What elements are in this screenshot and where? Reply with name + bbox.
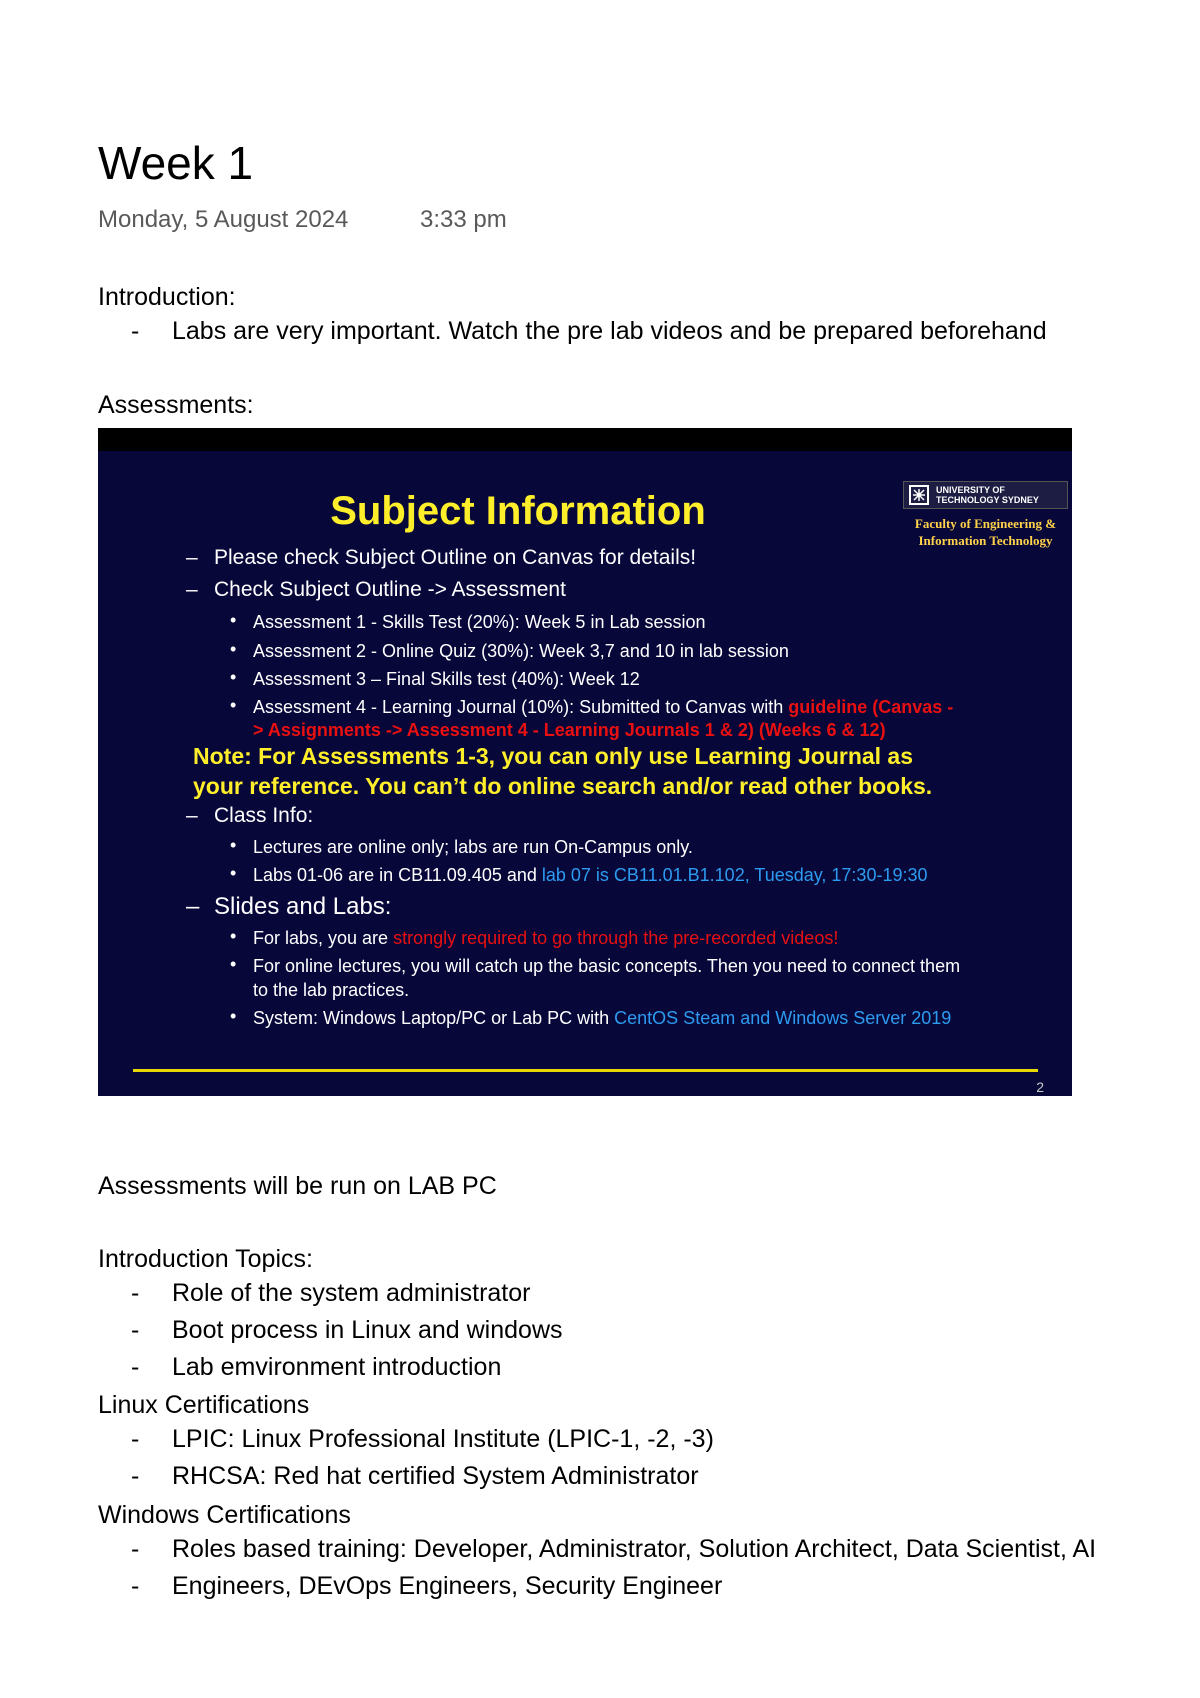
dash-marker: – xyxy=(186,578,198,601)
dash-marker: – xyxy=(186,804,198,827)
subject-information-slide-image xyxy=(98,428,1072,1096)
windows-certifications-clip xyxy=(0,1531,1200,1600)
bullet-marker: • xyxy=(230,1006,237,1026)
slide-assessment-1: Assessment 1 - Skills Test (20%): Week 5 in Lab session xyxy=(253,612,706,632)
slide-background xyxy=(98,451,1072,1096)
bullet-marker: • xyxy=(230,695,237,715)
list-item: - Role of the system administrator xyxy=(98,1275,1188,1312)
bullet-marker: • xyxy=(230,835,237,855)
faculty-name: Faculty of Engineering & Information Technology xyxy=(914,516,1057,548)
slide-class-info-lectures: Lectures are online only; labs are run On-Campus only. xyxy=(253,837,693,857)
slide-assessment-3: Assessment 3 – Final Skills test (40%): Week 12 xyxy=(253,669,640,689)
windows-certifications-list xyxy=(98,1531,1188,1605)
logo-text-line2: TECHNOLOGY SYDNEY xyxy=(936,495,1039,505)
assessments-lab-pc-note: Assessments will be run on LAB PC xyxy=(98,1172,497,1200)
slide-point-check-outline: Please check Subject Outline on Canvas for details! xyxy=(214,546,697,569)
assessments-heading: Assessments: xyxy=(98,391,254,419)
dash-marker: – xyxy=(186,893,200,920)
introduction-topics-list xyxy=(98,1275,1188,1386)
slide-assessment-4-continued: > Assignments -> Assessment 4 - Learning Journals 1 & 2) (Weeks 6 & 12) xyxy=(253,720,886,740)
university-crest-icon xyxy=(908,484,930,506)
bullet-marker: • xyxy=(230,926,237,946)
slide-system: System: Windows Laptop/PC or Lab PC with CentOS Steam and Windows Server 2019 xyxy=(253,1008,952,1028)
list-item: - Roles based training: Developer, Administrator, Solution Architect, Data Scientist, AI xyxy=(98,1531,1188,1568)
bullet-marker: • xyxy=(230,610,237,630)
dash-marker: – xyxy=(186,546,198,569)
slide-online-lectures: For online lectures, you will catch up the basic concepts. Then you need to connect them to the lab practices. xyxy=(253,956,961,1000)
logo-text-line1: UNIVERSITY OF xyxy=(936,485,1005,495)
bullet-marker: • xyxy=(230,667,237,687)
bullet-marker: • xyxy=(230,954,237,974)
list-item: - RHCSA: Red hat certified System Administrator xyxy=(98,1458,1188,1495)
windows-certifications-heading: Windows Certifications xyxy=(98,1501,351,1529)
list-item: - Labs are very important. Watch the pre lab videos and be prepared beforehand xyxy=(98,313,1188,350)
page-title: Week 1 xyxy=(98,137,254,189)
slide-page-number: 2 xyxy=(1036,1079,1044,1095)
page-date: Monday, 5 August 2024 xyxy=(98,206,349,233)
linux-certifications-list xyxy=(98,1421,1188,1495)
list-item: - Lab emvironment introduction xyxy=(98,1349,1188,1386)
slide-slides-and-labs: Slides and Labs: xyxy=(214,893,392,920)
slide-class-info: Class Info: xyxy=(214,804,314,827)
list-item: - LPIC: Linux Professional Institute (LPIC-1, -2, -3) xyxy=(98,1421,1188,1458)
slide-assessment-2: Assessment 2 - Online Quiz (30%): Week 3,7 and 10 in lab session xyxy=(253,641,789,661)
slide-point-assessment: Check Subject Outline -> Assessment xyxy=(214,578,566,601)
slide-assessment-4: Assessment 4 - Learning Journal (10%): Submitted to Canvas with guideline (Canvas - xyxy=(253,697,954,717)
list-item: - Engineers, DEvOps Engineers, Security Engineer xyxy=(98,1568,1188,1605)
introduction-topics-heading: Introduction Topics: xyxy=(98,1245,313,1273)
university-logo xyxy=(903,481,1068,549)
list-item: - Boot process in Linux and windows xyxy=(98,1312,1188,1349)
bullet-marker: • xyxy=(230,639,237,659)
slide-note: Note: For Assessments 1-3, you can only use Learning Journal as your reference. You can’t do online search and/or read other books. xyxy=(193,743,933,799)
slide-footer-rule xyxy=(133,1069,1038,1072)
introduction-heading: Introduction: xyxy=(98,283,236,311)
introduction-list xyxy=(98,313,1188,350)
page-time: 3:33 pm xyxy=(420,206,507,233)
slide-class-info-labs: Labs 01-06 are in CB11.09.405 and lab 07 is CB11.01.B1.102, Tuesday, 17:30-19:30 xyxy=(253,865,928,885)
linux-certifications-heading: Linux Certifications xyxy=(98,1391,310,1419)
slide-labs-videos: For labs, you are strongly required to go through the pre-recorded videos! xyxy=(253,928,839,948)
slide-title: Subject Information xyxy=(330,489,706,533)
bullet-marker: • xyxy=(230,863,237,883)
